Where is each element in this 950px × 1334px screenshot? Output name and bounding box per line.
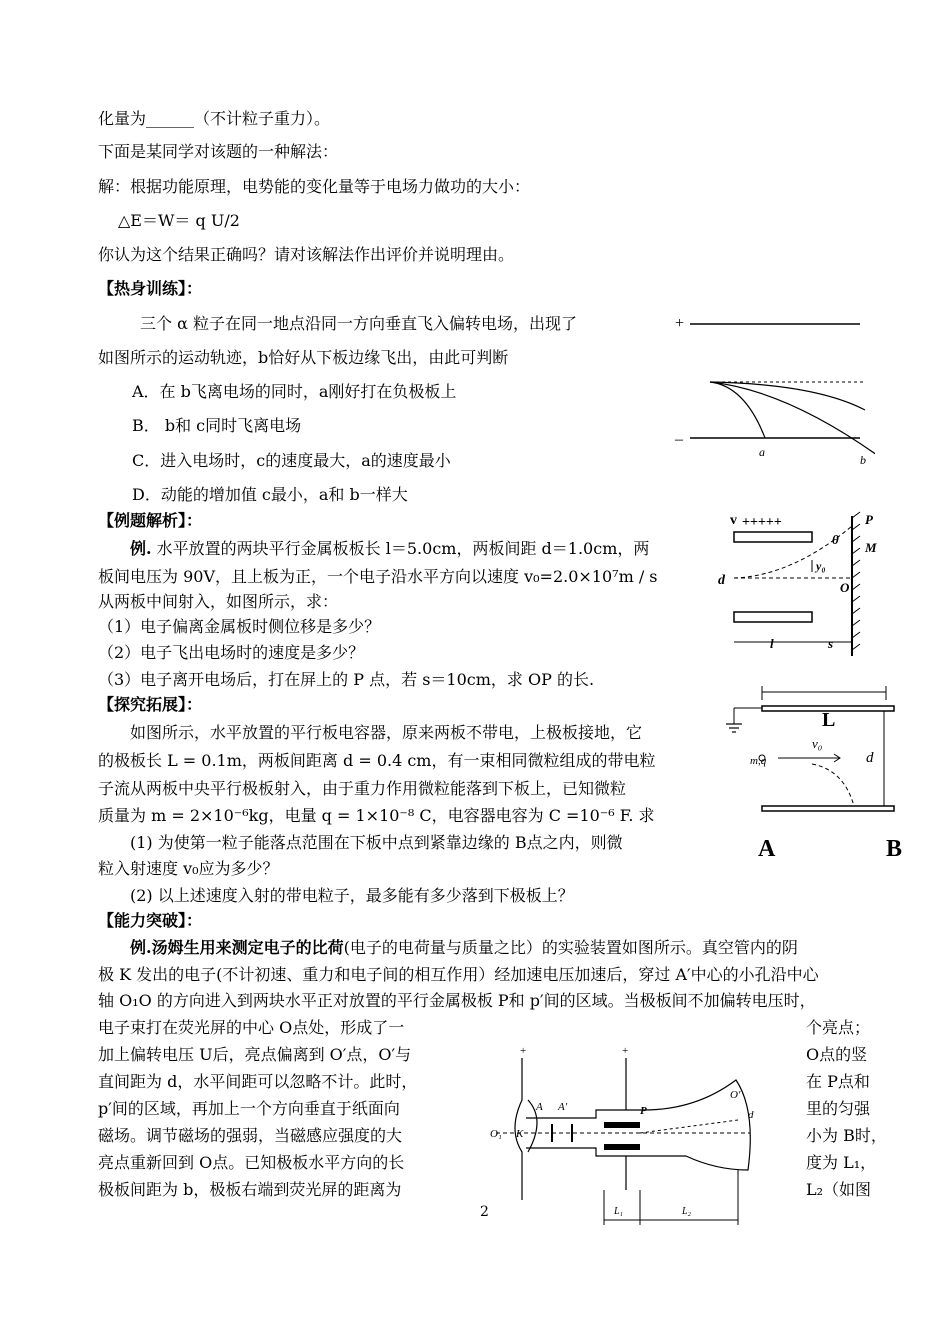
label-y0: y₀	[816, 559, 826, 573]
option-c: C．进入电场时，c的速度最大，a的速度最小	[132, 451, 451, 470]
plus-label: +	[675, 315, 685, 332]
ability-line-9-left: 亮点重新回到 O点。已知极板水平方向的长	[98, 1153, 405, 1172]
heading-example: 【例题解析】：	[98, 511, 203, 530]
label-v0: v₀	[812, 736, 823, 751]
plus-2: +	[622, 1045, 629, 1057]
label-a: a	[759, 445, 765, 459]
warm-line-1: 三个 α 粒子在同一地点沿同一方向垂直飞入偏转电场，出现了	[140, 314, 577, 333]
ability-line-10-right: L₂（如图	[806, 1180, 872, 1199]
heading-ability: 【能力突破】：	[98, 911, 203, 930]
explore-line-6: 粒入射速度 v₀应为多少？	[98, 859, 279, 878]
line-evaluate: 你认为这个结果正确吗？请对该解法作出评价并说明理由。	[98, 245, 515, 264]
label-P: P	[640, 1105, 647, 1117]
example-lead: 例.	[130, 539, 152, 558]
label-v: v	[730, 513, 737, 528]
option-a: A．在 b飞离电场的同时，a刚好打在负极板上	[132, 382, 457, 401]
ability-line-3: 轴 O₁O 的方向进入到两块水平正对放置的平行金属极板 P和 p′间的区域。当极板间不加偏转电压时，	[98, 991, 816, 1010]
ability-text-1: (电子的电荷量与质量之比）的实验装置如图所示。真空管内的阴	[343, 938, 798, 957]
ability-line-6-right: 在 P点和	[806, 1072, 870, 1091]
explore-line-1: 如图所示，水平放置的平行板电容器，原来两板不带电，上极板接地，它	[130, 723, 643, 742]
label-d: d	[866, 750, 874, 766]
tube-upper-wall	[526, 1110, 644, 1118]
line-blank-question: 化量为______（不计粒子重力）。	[98, 109, 331, 128]
label-A: A	[536, 1101, 543, 1113]
ability-line-4-left: 电子束打在荧光屏的中心 O点处，形成了一	[98, 1018, 405, 1037]
label-O1: O₁	[490, 1128, 502, 1140]
label-b: b	[860, 453, 866, 467]
example-line-3: 从两板中间射入，如图所示，求：	[98, 592, 339, 611]
ability-line-8-right: 小为 B时，	[806, 1126, 887, 1145]
example-line-2: 板间电压为 90V，且上板为正，一个电子沿水平方向以速度 v₀=2.0×10⁷m / s	[98, 567, 658, 586]
ability-line-10-left: 极板间距为 b，极板右端到荧光屏的距离为	[98, 1180, 402, 1199]
ability-line-1	[130, 937, 798, 959]
ability-line-2: 极 K 发出的电子(不计初速、重力和电子间的相互作用）经加速电压加速后，穿过 A′中心的小孔沿中心	[98, 965, 819, 984]
lower-plate	[734, 612, 812, 622]
deflected-beam	[640, 1120, 738, 1133]
particle-trajectory	[812, 764, 854, 806]
lower-plate	[762, 806, 894, 811]
example-figure	[712, 508, 882, 668]
label-d: d	[748, 1109, 754, 1121]
label-L2: L₂	[682, 1206, 692, 1217]
ability-line-5-left: 加上偏转电压 U后，亮点偏离到 O′点，O′与	[98, 1045, 412, 1064]
label-L: L	[822, 709, 836, 731]
explore-line-4: 质量为 m = 2×10⁻⁶kg，电量 q = 1×10⁻⁸ C，电容器电容为 C =10⁻⁶ F. 求	[98, 806, 655, 825]
label-O: O	[840, 580, 850, 595]
question-1: （1）电子偏离金属板时侧位移是多少？	[98, 617, 381, 636]
label-mq: m,q	[750, 755, 767, 767]
label-K: K	[516, 1128, 524, 1140]
label-theta: θ	[832, 532, 839, 547]
heading-warm-up: 【热身训练】：	[98, 279, 203, 298]
explore-line-2: 的极板长 L = 0.1m，两板间距离 d = 0.4 cm，有一束相同微粒组成的带电粒	[98, 751, 656, 770]
line-solution-intro: 下面是某同学对该题的一种解法：	[98, 142, 339, 161]
option-d: D．动能的增加值 c最小，a和 b一样大	[132, 485, 408, 504]
ability-lead: 例.汤姆生用来测定电子的比荷	[130, 938, 344, 957]
warm-up-figure	[665, 310, 875, 480]
explore-line-5: (1) 为使第一粒子能落点范围在下板中点到紧靠边缘的 B点之内，则微	[130, 833, 623, 852]
label-L1: L₁	[614, 1206, 624, 1217]
ability-line-7-right: 里的匀强	[806, 1099, 871, 1118]
question-2: （2）电子飞出电场时的速度是多少？	[98, 643, 365, 662]
label-l: l	[770, 636, 774, 651]
label-s: s	[828, 636, 834, 651]
label-M: M	[865, 540, 877, 555]
ability-line-7-left: p′间的区域，再加上一个方向垂直于纸面向	[98, 1099, 400, 1118]
question-3: （3）电子离开电场后，打在屏上的 P 点，若 s＝10cm，求 OP 的长.	[98, 670, 595, 689]
minus-label: –	[675, 431, 683, 448]
trajectory-a	[710, 382, 765, 438]
ability-line-8-left: 磁场。调节磁场的强弱，当磁感应强度的大	[98, 1126, 403, 1145]
heading-explore: 【探究拓展】：	[98, 695, 203, 714]
explore-line-7: (2) 以上述速度入射的带电粒子，最多能有多少落到下极板上？	[130, 886, 574, 905]
label-A: A	[758, 836, 776, 862]
option-b: B． b和 c同时飞离电场	[132, 416, 302, 435]
page-number: 2	[480, 1204, 489, 1220]
warm-line-2: 如图所示的运动轨迹，b恰好从下板边缘飞出，由此可判断	[98, 348, 509, 367]
label-B: B	[886, 836, 903, 862]
plate-P-prime	[604, 1144, 640, 1150]
capacitor-figure	[722, 678, 914, 864]
plate-P	[604, 1122, 640, 1128]
ability-line-6-left: 直间距为 d，水平间距可以忽略不计。此时，	[98, 1072, 418, 1091]
ability-line-5-right: O点的竖	[806, 1045, 868, 1064]
screen-hatching	[852, 512, 860, 650]
example-line-1	[130, 538, 649, 560]
line-formula: △E＝W＝ q U/2	[118, 211, 240, 230]
label-A-prime: A′	[558, 1101, 568, 1113]
upper-plate	[734, 532, 812, 542]
explore-line-3: 子流从两板中央平行极板射入，由于重力作用微粒能落到下板上，已知微粒	[98, 779, 627, 798]
thomson-tube-figure	[486, 1040, 786, 1235]
ability-line-4-right: 个亮点；	[806, 1018, 871, 1037]
plus-1: +	[520, 1045, 527, 1057]
line-solution: 解：根据功能原理，电势能的变化量等于电场力做功的大小：	[98, 177, 531, 196]
charges-label: +++++	[742, 515, 782, 530]
label-P: P	[865, 512, 873, 527]
ability-line-9-right: 度为 L₁，	[806, 1153, 877, 1172]
example-text-1: 水平放置的两块平行金属板板长 l＝5.0cm，两板间距 d＝1.0cm，两	[156, 539, 650, 558]
label-d: d	[718, 573, 725, 588]
label-O-prime: O′	[730, 1089, 741, 1101]
